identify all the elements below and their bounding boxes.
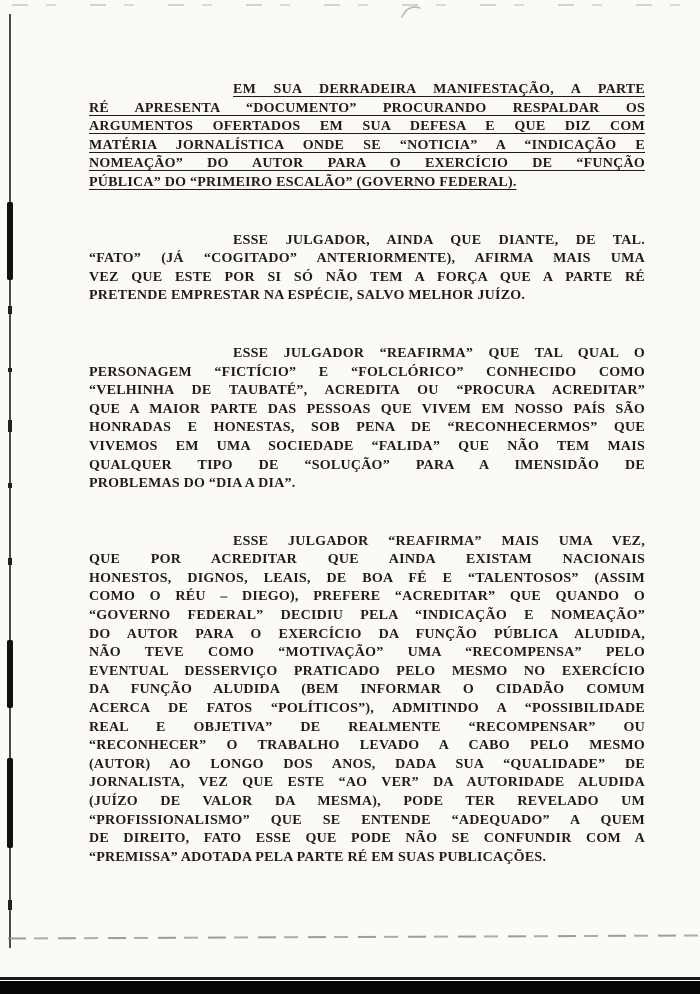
scan-left-edge-tick <box>8 306 12 314</box>
text-line: “FATO” (JÁ “COGITADO” ANTERIORMENTE), AFIRMA MAIS UMA <box>89 251 645 267</box>
scan-curl-mark <box>400 2 426 20</box>
text-line: NÃO TEVE COMO “MOTIVAÇÃO” UMA “RECOMPENSA” PELO <box>89 645 645 661</box>
text-line: PÚBLICA” DO “PRIMEIRO ESCALÃO” (GOVERNO FEDERAL). <box>89 174 517 190</box>
scan-left-edge-blob <box>7 640 13 708</box>
text-line: “GOVERNO FEDERAL” DECIDIU PELA “INDICAÇÃO E NOMEAÇÃO” <box>89 608 645 624</box>
scan-left-edge-tick <box>8 368 12 372</box>
scan-left-edge-tick <box>8 558 12 565</box>
text-line: “RECONHECER” O TRABALHO LEVADO A CABO PELO MESMO <box>89 738 645 754</box>
text-line: HONRADAS E HONESTAS, SOB PENA DE “RECONHECERMOS” QUE <box>89 420 645 436</box>
text-line: “VELHINHA DE TAUBATÉ”, ACREDITA OU “PROCURA ACREDITAR” <box>89 383 645 399</box>
paragraph-3 <box>89 345 645 494</box>
scan-left-edge-tick <box>8 420 12 432</box>
text-line: ACERCA DE FATOS “POLÍTICOS”), ADMITINDO A “POSSIBILIDADE <box>89 701 645 717</box>
text-line: RÉ APRESENTA “DOCUMENTO” PROCURANDO RESPALDAR OS <box>89 100 645 116</box>
scan-bottom-bar-edge <box>0 977 700 980</box>
text-line: “PROFISSIONALISMO” QUE SE ENTENDE “ADEQUADO” A QUEM <box>89 812 645 828</box>
paragraph-1 <box>89 81 645 193</box>
text-line: JORNALISTA, VEZ QUE ESTE “AO VER” DA AUTORIDADE ALUDIDA <box>89 775 645 791</box>
text-line: QUALQUER TIPO DE “SOLUÇÃO” PARA A IMENSIDÃO DE <box>89 457 645 473</box>
text-line: MATÉRIA JORNALÍSTICA ONDE SE “NOTICIA” A “INDICAÇÃO E <box>89 137 645 153</box>
document-body <box>89 81 645 906</box>
text-line: NOMEAÇÃO” DO AUTOR PARA O EXERCÍCIO DE “FUNÇÃO <box>89 156 645 172</box>
text-line: COMO O RÉU – DIEGO), PREFERE “ACREDITAR” QUE QUANDO O <box>89 589 645 605</box>
text-line: ARGUMENTOS OFERTADOS EM SUA DEFESA E QUE DIZ COM <box>89 119 645 135</box>
text-line: PRETENDE EMPRESTAR NA ESPÉCIE, SALVO MELHOR JUÍZO. <box>89 288 526 304</box>
text-line: EVENTUAL DESSERVIÇO PRATICADO PELO MESMO NO EXERCÍCIO <box>89 663 645 679</box>
text-line: (AUTOR) AO LONGO DOS ANOS, DADA SUA “QUALIDADE” DE <box>89 756 645 772</box>
text-line: QUE POR ACREDITAR QUE AINDA EXISTAM NACIONAIS <box>89 552 645 568</box>
text-line: DO AUTOR PARA O EXERCÍCIO DA FUNÇÃO PÚBLICA ALUDIDA, <box>89 626 645 642</box>
text-line: REAL E OBJETIVA” DE REALMENTE “RECOMPENSAR” OU <box>89 719 645 735</box>
scan-dashed-rule <box>8 934 698 939</box>
text-line: PROBLEMAS DO “DIA A DIA”. <box>89 476 296 492</box>
text-line: HONESTOS, DIGNOS, LEAIS, DE BOA FÉ E “TALENTOSOS” (ASSIM <box>89 570 645 586</box>
text-line: ESSE JULGADOR “REAFIRMA” MAIS UMA VEZ, <box>233 533 645 549</box>
text-line: VIVEMOS EM UMA SOCIEDADE “FALIDA” QUE NÃO TEM MAIS <box>89 438 645 454</box>
text-line: DA FUNÇÃO ALUDIDA (BEM INFORMAR O CIDADÃO COMUM <box>89 682 645 698</box>
scan-bottom-black-bar <box>0 981 700 994</box>
text-line: EM SUA DERRADEIRA MANIFESTAÇÃO, A PARTE <box>233 82 645 97</box>
text-line: ESSE JULGADOR, AINDA QUE DIANTE, DE TAL. <box>233 232 645 248</box>
scan-top-smudge <box>12 4 688 6</box>
scan-left-edge-blob <box>7 758 13 848</box>
paragraph-4 <box>89 533 645 868</box>
text-line: QUE A MAIOR PARTE DAS PESSOAS QUE VIVEM EM NOSSO PAÍS SÃO <box>89 401 645 417</box>
scan-left-edge-tick <box>8 483 12 488</box>
text-line: (JUÍZO DE VALOR DA MESMA), PODE TER REVELADO UM <box>89 794 645 809</box>
scan-left-edge-blob <box>7 202 13 280</box>
paragraph-2 <box>89 232 645 306</box>
text-line: ESSE JULGADOR “REAFIRMA” QUE TAL QUAL O <box>233 345 645 361</box>
text-line: DE DIREITO, FATO ESSE QUE PODE NÃO SE CONFUNDIR COM A <box>89 831 645 847</box>
text-line: “PREMISSA” ADOTADA PELA PARTE RÉ EM SUAS PUBLICAÇÕES. <box>89 849 547 865</box>
scan-left-edge-tick <box>8 900 12 910</box>
text-line: PERSONAGEM “FICTÍCIO” E “FOLCLÓRICO” CONHECIDO COMO <box>89 364 645 380</box>
text-line: VEZ QUE ESTE POR SI SÓ NÃO TEM A FORÇA QUE A PARTE RÉ <box>89 269 645 285</box>
